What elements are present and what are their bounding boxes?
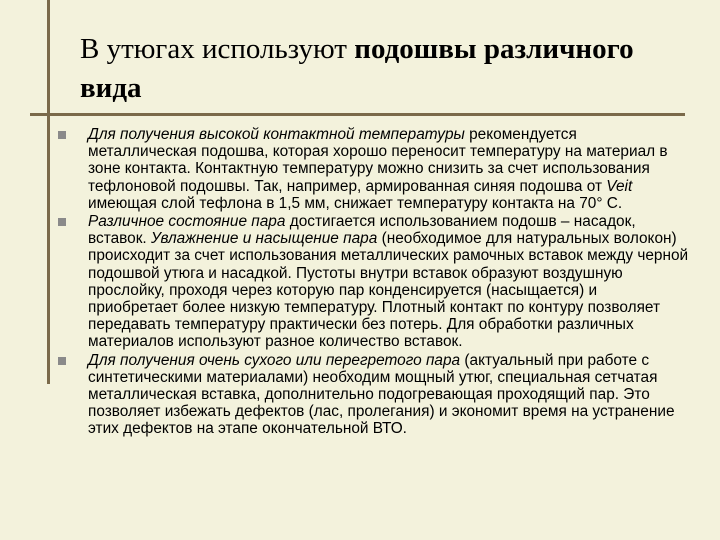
title-divider <box>30 113 685 116</box>
slide-title <box>80 30 700 108</box>
title-part1: В утюгах используют <box>80 33 355 65</box>
bullet-item <box>57 126 689 212</box>
square-bullet-icon <box>58 218 66 226</box>
bullet-text: Для получения очень сухого или перегретого пара (актуальный при работе с синтетическими материалами) необходим мощный утюг, специальная сетчатая металлическая вставка, дополнительно подогревающая проходящий пар. Это позволяет избежать дефектов (лас, пролегания) и экономит время на устранение этих дефектов на этапе окончательной ВТО. <box>88 351 675 438</box>
square-bullet-icon <box>58 357 66 365</box>
bullet-text: Для получения высокой контактной температуры рекомендуется металлическая подошва, которая хорошо переносит температуру на материал в зоне контакта. Контактную температуру можно снизить за счет использования тефлоновой подошвы. Так, например, армированная синяя подошва от Veit имеющая слой тефлона в 1,5 мм, снижает температуру контакта на 70° С. <box>88 126 668 212</box>
bullet-text: Различное состояние пара достигается использованием подошв – насадок, вставок. Увлажнение и насыщение пара (необходимое для натуральных волокон) происходит за счет использования металлических рамочных вставок между черной подошвой утюга и насадкой. Пустоты внутри вставок образуют воздушную прослойку, проходя через которую пар конденсируется (насыщается) и приобретает более низкую температуру. Плотный контакт по контуру позволяет передавать температуру практически без потерь. Для обработки различных материалов используют разное количество вставок. <box>88 213 689 351</box>
bullet-item <box>57 213 689 351</box>
square-bullet-icon <box>58 131 66 139</box>
bullet-list <box>57 126 689 439</box>
title-part2: подошвы различного вида <box>80 33 634 104</box>
left-accent-bar <box>47 0 50 384</box>
bullet-item <box>57 352 689 438</box>
